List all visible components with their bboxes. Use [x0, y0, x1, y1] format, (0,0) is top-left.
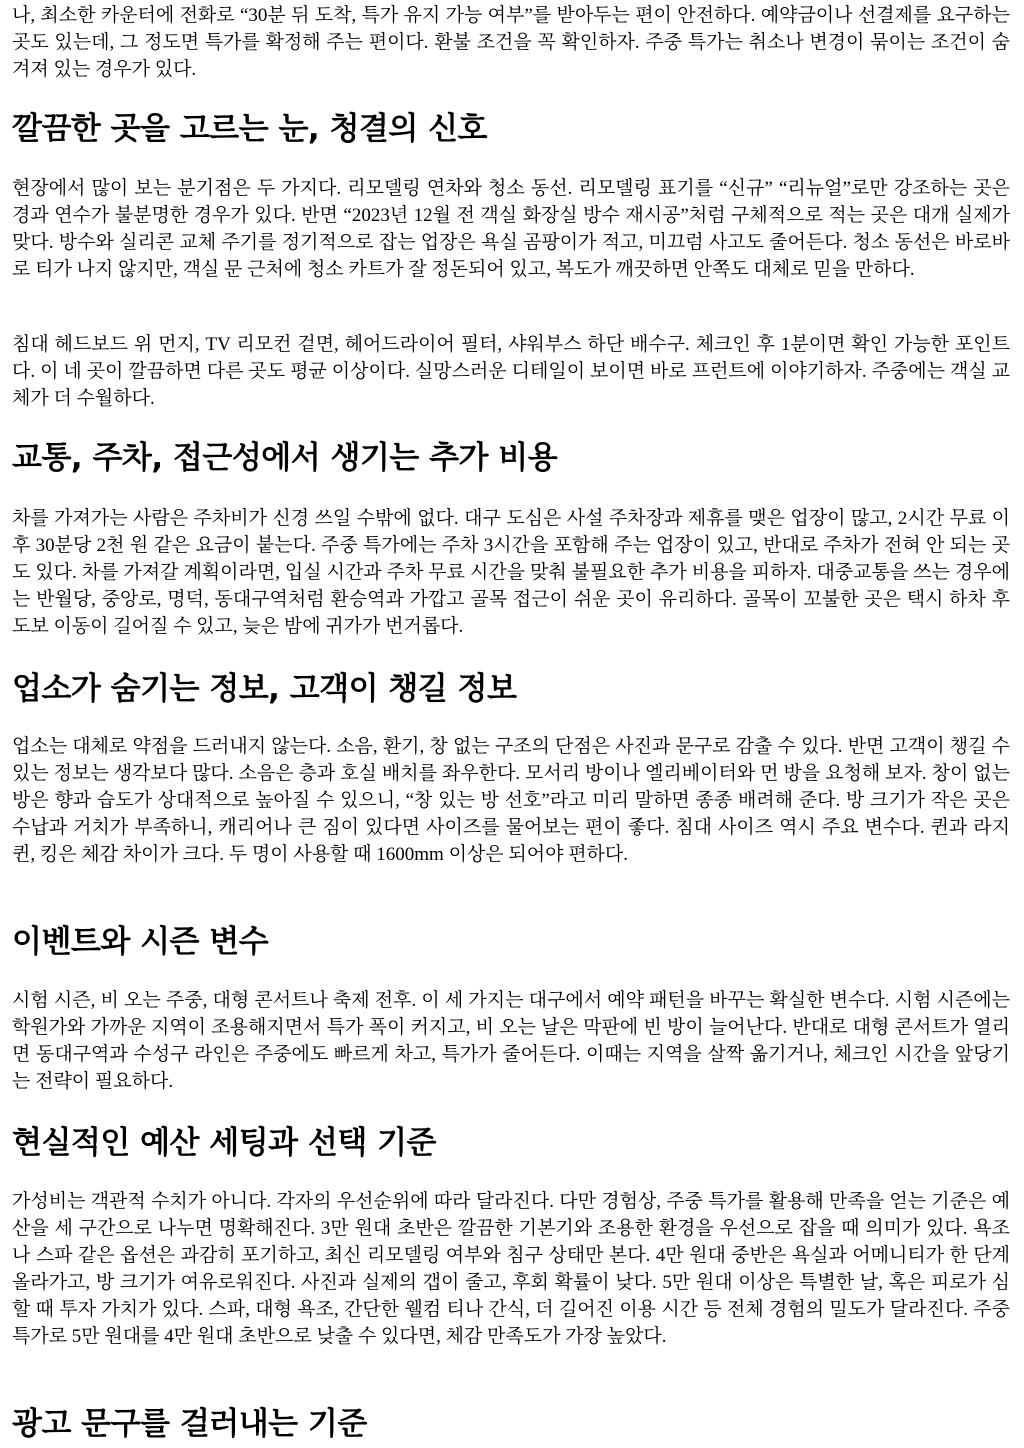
heading-cleanliness: 깔끔한 곳을 고르는 눈, 청결의 신호 [12, 111, 487, 147]
paragraph-cleanliness-signals: 현장에서 많이 보는 분기점은 두 가지다. 리모델링 연차와 청소 동선. 리모델링 표기를 “신규” “리뉴얼”로만 강조하는 곳은 경과 연수가 불분명한 경우가 있다. 반면 “2023년 12월 전 객실 화장실 방수 재시공”처럼 구체적으로 적는 곳은 대개 실제가 맞다. 방수와 실리콘 교체 주기를 정기적으로 잡는 업장은 욕실 곰팡이가 적고, 미끄럼 사고도 줄어든다. 청소 동선은 바로바로 티가 나지 않지만, 객실 문 근처에 청소 카트가 잘 정돈되어 있고, 복도가 깨끗하면 안쪽도 대체로 믿을 만하다. [12, 178, 1010, 280]
paragraph-season-variables: 시험 시즌, 비 오는 주중, 대형 콘서트나 축제 전후. 이 세 가지는 대구에서 예약 패턴을 바꾸는 확실한 변수다. 시험 시즌에는 학원가와 가까운 지역이 조용해지면서 특가 폭이 커지고, 비 오는 날은 막판에 빈 방이 늘어난다. 반대로 대형 콘서트가 열리면 동대구역과 수성구 라인은 주중에도 빠르게 차고, 특가가 줄어든다. 이때는 지역을 살짝 옮기거나, 체크인 시간을 앞당기는 전략이 필요하다. [12, 990, 1010, 1092]
paragraph-reservation-tip: 나, 최소한 카운터에 전화로 “30분 뒤 도착, 특가 유지 가능 여부”를 받아두는 편이 안전하다. 예약금이나 선결제를 요구하는 곳도 있는데, 그 정도면 특가를 확정해 주는 편이다. 환불 조건을 꼭 확인하자. 주중 특가는 취소나 변경이 묶이는 조건이 숨겨져 있는 경우가 있다. [12, 5, 1010, 80]
heading-hidden-info: 업소가 숨기는 정보, 고객이 챙길 정보 [12, 671, 517, 707]
heading-events-season: 이벤트와 시즌 변수 [12, 924, 269, 960]
paragraph-parking-transit: 차를 가져가는 사람은 주차비가 신경 쓰일 수밖에 없다. 대구 도심은 사설 주차장과 제휴를 맺은 업장이 많고, 2시간 무료 이후 30분당 2천 원 같은 요금이 붙는다. 주중 특가에는 주차 3시간을 포함해 주는 업장이 있고, 반대로 주차가 전혀 안 되는 곳도 있다. 차를 가져갈 계획이라면, 입실 시간과 주차 무료 시간을 맞춰 불필요한 추가 비용을 피하자. 대중교통을 쓰는 경우에는 반월당, 중앙로, 명덕, 동대구역처럼 환승역과 가깝고 골목 접근이 쉬운 곳이 유리하다. 골목이 꼬불한 곳은 택시 하차 후 도보 이동이 길어질 수 있고, 늦은 밤에 귀가가 번거롭다. [12, 508, 1010, 637]
paragraph-budget-tiers: 가성비는 객관적 수치가 아니다. 각자의 우선순위에 따라 달라진다. 다만 경험상, 주중 특가를 활용해 만족을 얻는 기준은 예산을 세 구간으로 나누면 명확해진다. 3만 원대 초반은 깔끔한 기본기와 조용한 환경을 우선으로 잡을 때 의미가 있다. 욕조나 스파 같은 옵션은 과감히 포기하고, 최신 리모델링 여부와 침구 상태만 본다. 4만 원대 중반은 욕실과 어메니티가 한 단계 올라가고, 방 크기가 여유로워진다. 사진과 실제의 갭이 줄고, 후회 확률이 낮다. 5만 원대 이상은 특별한 날, 혹은 피로가 심할 때 투자 가치가 있다. 스파, 대형 욕조, 간단한 웰컴 티나 간식, 더 길어진 이용 시간 등 전체 경험의 밀도가 달라진다. 주중 특가로 5만 원대를 4만 원대 초반으로 낮출 수 있다면, 체감 만족도가 가장 높았다. [12, 1191, 1010, 1347]
heading-transport-costs: 교통, 주차, 접근성에서 생기는 추가 비용 [12, 440, 558, 476]
paragraph-room-requests: 업소는 대체로 약점을 드러내지 않는다. 소음, 환기, 창 없는 구조의 단점은 사진과 문구로 감출 수 있다. 반면 고객이 챙길 수 있는 정보는 생각보다 많다. 소음은 층과 호실 배치를 좌우한다. 모서리 방이나 엘리베이터와 먼 방을 요청해 보자. 창이 없는 방은 향과 습도가 상대적으로 높아질 수 있으니, “창 있는 방 선호”라고 미리 말하면 종종 배려해 준다. 방 크기가 작은 곳은 수납과 거치가 부족하니, 캐리어나 큰 짐이 있다면 사이즈를 물어보는 편이 좋다. 침대 사이즈 역시 주요 변수다. 퀸과 라지퀸, 킹은 체감 차이가 크다. 두 명이 사용할 때 1600mm 이상은 되어야 편하다. [12, 736, 1010, 865]
paragraph-checkin-checkpoints: 침대 헤드보드 위 먼지, TV 리모컨 겉면, 헤어드라이어 필터, 샤워부스 하단 배수구. 체크인 후 1분이면 확인 가능한 포인트다. 이 네 곳이 깔끔하면 다른 곳도 평균 이상이다. 실망스러운 디테일이 보이면 바로 프런트에 이야기하자. 주중에는 객실 교체가 더 수월하다. [12, 334, 1010, 409]
heading-ad-filter: 광고 문구를 걸러내는 기준 [12, 1406, 367, 1442]
heading-budget-criteria: 현실적인 예산 세팅과 선택 기준 [12, 1125, 436, 1161]
